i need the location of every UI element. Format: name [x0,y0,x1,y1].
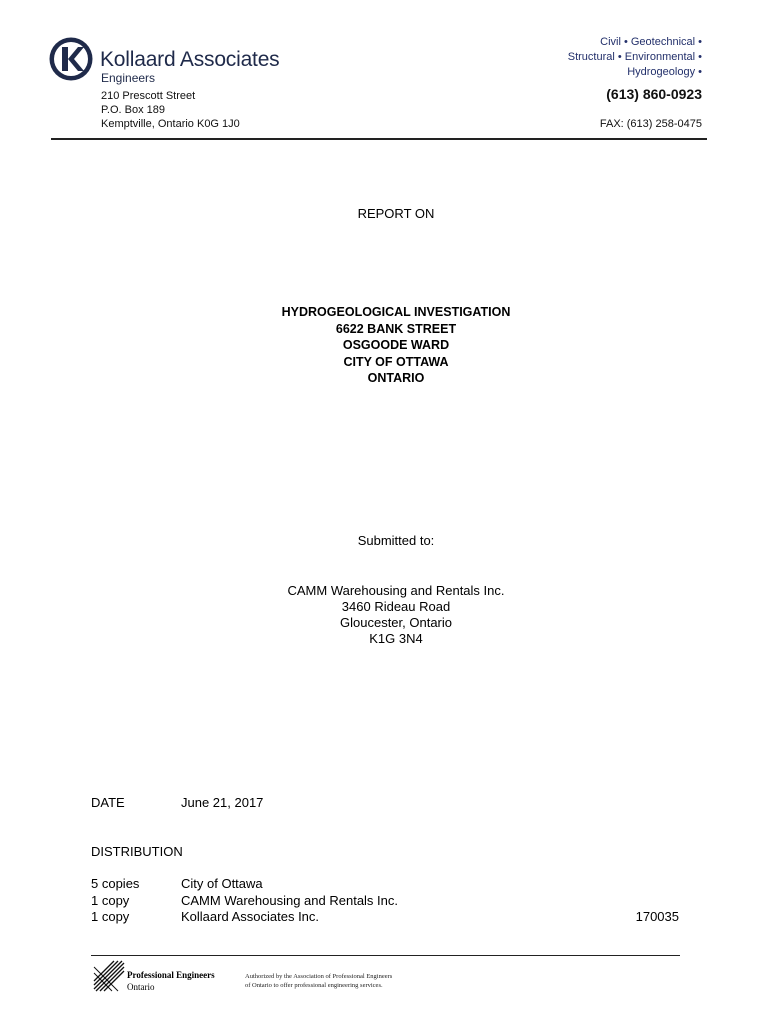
report-heading: REPORT ON [357,206,435,221]
kollaard-logo-icon [48,36,94,82]
services-list [568,35,702,80]
address-street: 210 Prescott Street [101,90,196,102]
company-name: Kollaard Associates [100,48,280,71]
distribution-recipient: CAMM Warehousing and Rentals Inc. [181,893,399,908]
client-line: 3460 Rideau Road [341,599,451,614]
submitted-to-label: Submitted to: [357,533,435,548]
address-po-box: P.O. Box 189 [101,104,166,116]
date-value: June 21, 2017 [181,795,264,810]
peo-authorization-line: Authorized by the Association of Professional Engineers [245,973,393,980]
report-title-line: ONTARIO [367,371,425,385]
footer-divider [91,955,680,956]
fax-number: FAX: (613) 258-0475 [599,118,702,130]
peo-seal-icon [92,959,126,993]
project-number: 170035 [635,909,679,924]
report-title [0,304,770,387]
company-subtitle: Engineers [101,71,156,85]
address-city: Kemptville, Ontario K0G 1J0 [101,118,240,130]
peo-province: Ontario [127,982,155,992]
distribution-copies: 1 copy [91,909,130,924]
peo-authorization [245,973,392,990]
distribution-title: DISTRIBUTION [91,844,183,859]
peo-name: Professional Engineers [127,970,215,980]
client-line: Gloucester, Ontario [340,615,452,630]
report-title-line: OSGOODE WARD [342,338,450,352]
services-line: Hydrogeology • [627,66,702,78]
client-line: K1G 3N4 [369,631,423,646]
client-line: CAMM Warehousing and Rentals Inc. [287,583,505,598]
distribution-copies: 1 copy [91,893,130,908]
distribution-recipient: City of Ottawa [181,876,263,891]
distribution-copies: 5 copies [91,876,140,891]
date-label: DATE [91,795,125,810]
report-title-line: CITY OF OTTAWA [343,354,449,369]
client-address [0,583,770,647]
report-title-line: 6622 BANK STREET [335,321,457,336]
services-line: Structural • Environmental • [567,51,702,63]
report-title-line: HYDROGEOLOGICAL INVESTIGATION [281,305,511,319]
peo-authorization-line: of Ontario to offer professional engineering services. [245,981,383,989]
distribution-recipient: Kollaard Associates Inc. [181,909,320,924]
letterhead-divider [51,138,707,140]
phone-number: (613) 860-0923 [606,86,702,102]
services-line: Civil • Geotechnical • [600,36,702,48]
